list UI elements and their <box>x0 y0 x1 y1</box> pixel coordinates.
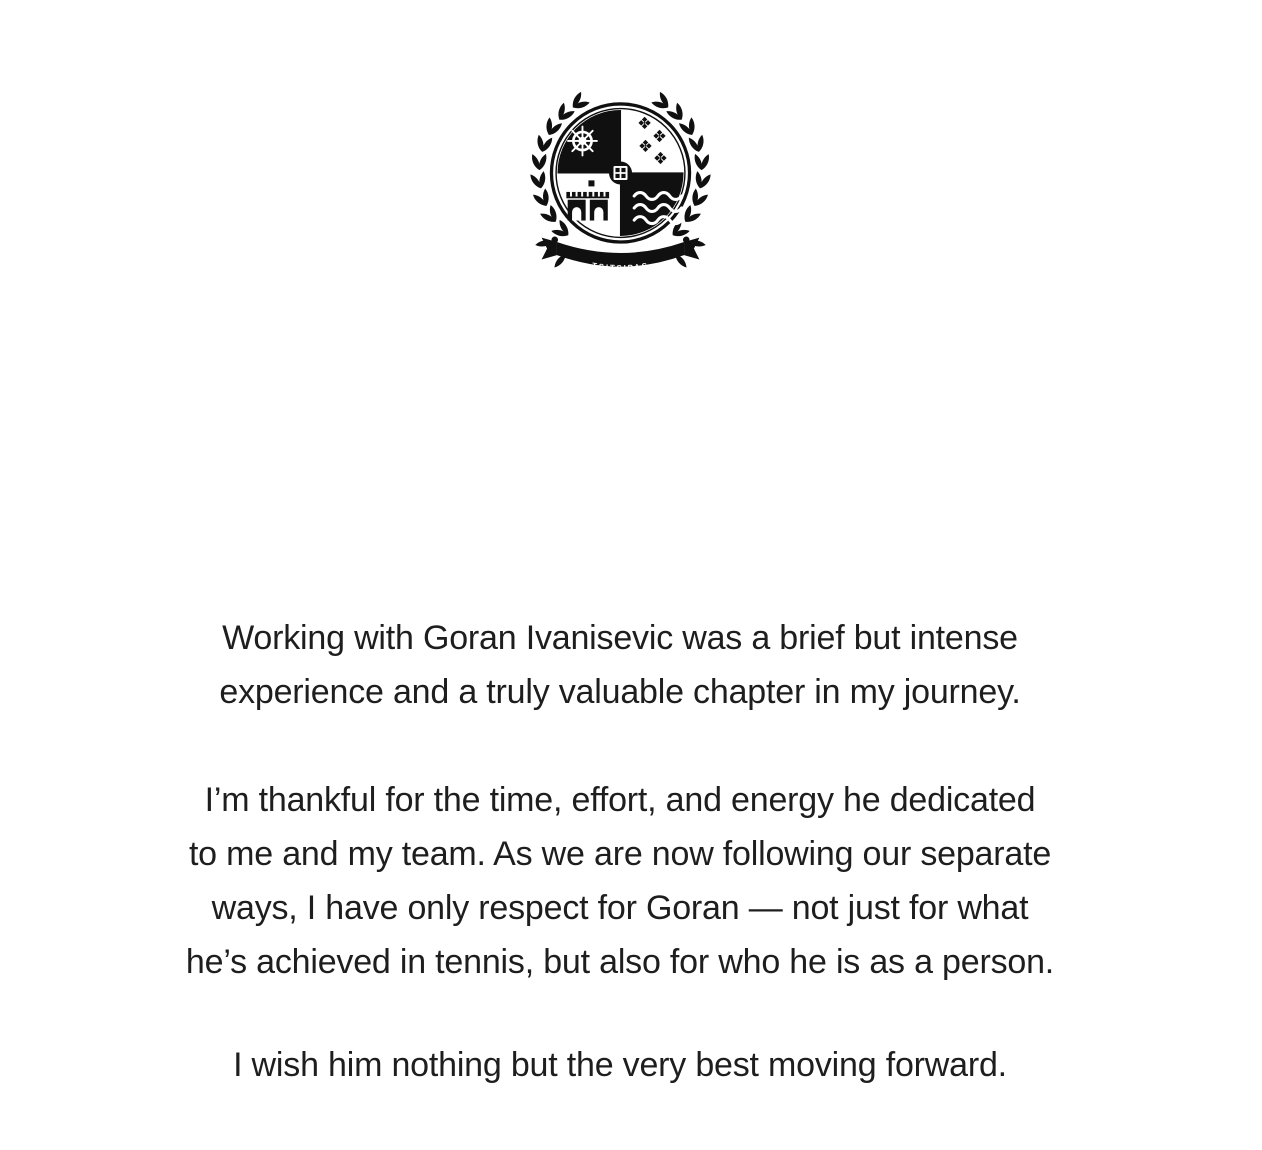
statement-paragraph-3 <box>0 1038 1251 1092</box>
castle-towers-icon <box>566 180 609 220</box>
window-cross-medallion-icon <box>608 161 631 184</box>
statement-text <box>0 611 1251 1092</box>
statement-line: I wish him nothing but the very best moving forward. <box>233 1046 1007 1084</box>
tsitsipas-crest <box>489 72 752 286</box>
crest-banner-text: TSITSIPAS <box>590 260 650 273</box>
statement-line: to me and my team. As we are now following our separate <box>188 835 1052 873</box>
statement-line: he’s achieved in tennis, but also for who he is as a person. <box>185 943 1055 981</box>
statement-line: experience and a truly valuable chapter in my journey. <box>219 673 1021 711</box>
ship-wheel-icon <box>568 127 597 156</box>
statement-paragraph-2 <box>0 773 1251 989</box>
statement-paragraph-1 <box>0 611 1251 719</box>
statement-line: Working with Goran Ivanisevic was a brief but intense <box>222 619 1018 657</box>
statement-line: ways, I have only respect for Goran — not just for what <box>211 889 1029 927</box>
crest-container <box>0 0 1251 286</box>
statement-line: I’m thankful for the time, effort, and energy he dedicated <box>204 781 1036 819</box>
